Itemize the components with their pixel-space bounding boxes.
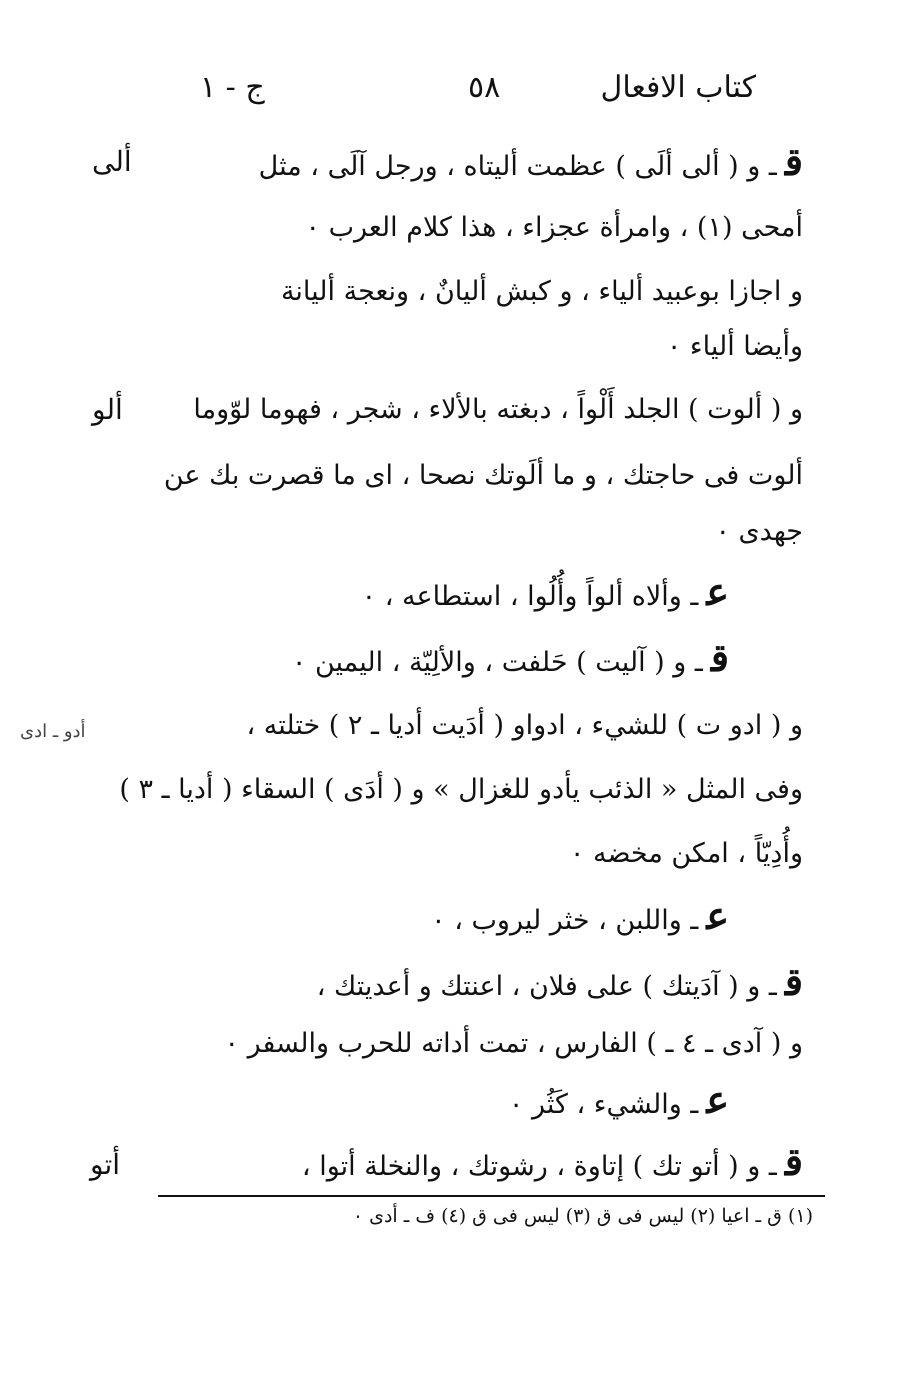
footnote-divider	[158, 1195, 825, 1197]
line-text: ـ واللبن ، خثر ليروب ، ٠	[431, 905, 699, 936]
line-text: ـ و ( آدَيتك ) على فلان ، اعنتك و أعديتك ،	[316, 971, 777, 1002]
margin-root-word: أتو	[90, 1148, 121, 1181]
text-line: وأُدِيّاً ، امكن مخضه ٠	[569, 838, 803, 869]
margin-root-word: ألى	[92, 145, 132, 178]
text-line	[129, 1077, 729, 1125]
text-line	[163, 1139, 803, 1187]
text-line: ألوت فى حاجتك ، و ما ألَوتك نصحا ، اى ما قصرت بك عن	[163, 460, 803, 491]
margin-root-word: أدو ـ ادى	[20, 721, 86, 742]
line-text: ـ والشيء ، كَثُر ٠	[508, 1089, 699, 1120]
text-line: جهدى ٠	[715, 516, 803, 547]
line-text: ـ و ( آليت ) حَلفت ، والألِيّة ، اليمين ٠	[291, 647, 703, 678]
entry-marker: ق	[784, 959, 803, 1004]
text-line	[163, 139, 803, 187]
entry-marker: ق	[784, 139, 803, 184]
entry-marker: ق	[784, 1139, 803, 1184]
text-line: وأيضا ألياء ٠	[666, 331, 803, 362]
entry-marker: ع	[706, 1077, 729, 1122]
text-line: و ( ألوت ) الجلد أَلْواً ، دبغته بالألاء ، شجر ، فهوما لوّوما	[193, 394, 803, 425]
line-text: ـ و ( أتو تك ) إتاوة ، رشوتك ، والنخلة أتوا ،	[301, 1151, 777, 1182]
volume-label: ج - ١	[200, 70, 265, 105]
text-line: و ( آدى ـ ٤ ـ ) الفارس ، تمت أداته للحرب والسفر ٠	[224, 1028, 803, 1059]
entry-marker: ع	[706, 893, 729, 938]
line-text: ـ وألاه ألواً وأُلُوا ، استطاعه ، ٠	[361, 581, 699, 612]
margin-root-word: ألو	[92, 393, 123, 426]
text-line	[129, 635, 729, 683]
text-line: و اجازا بوعبيد ألياء ، و كبش أليانٌ ، ونعجة أليانة	[280, 276, 803, 307]
text-line: أمحى (١) ، وامرأة عجزاء ، هذا كلام العرب ٠	[305, 212, 803, 243]
text-line: وفى المثل « الذئب يأدو للغزال » و ( أدَى ) السقاء ( أديا ـ ٣ )	[119, 774, 803, 805]
footnote: (١) ق ـ اعيا (٢) ليس فى ق (٣) ليس فى ق (٤) ف ـ أدى ٠	[352, 1205, 813, 1227]
text-line	[129, 893, 729, 941]
line-text: ـ و ( ألى ألَى ) عظمت أليتاه ، ورجل آلَى ، مثل	[258, 151, 777, 182]
entry-marker: ق	[710, 635, 729, 680]
entry-marker: ع	[706, 569, 729, 614]
page-number: ٥٨	[468, 70, 501, 105]
book-title: كتاب الافعال	[600, 70, 756, 105]
text-line	[129, 569, 729, 617]
text-line	[163, 959, 803, 1007]
text-line: و ( ادو ت ) للشيء ، ادواو ( أدَيت أديا ـ ٢ ) ختلته ،	[246, 710, 803, 741]
